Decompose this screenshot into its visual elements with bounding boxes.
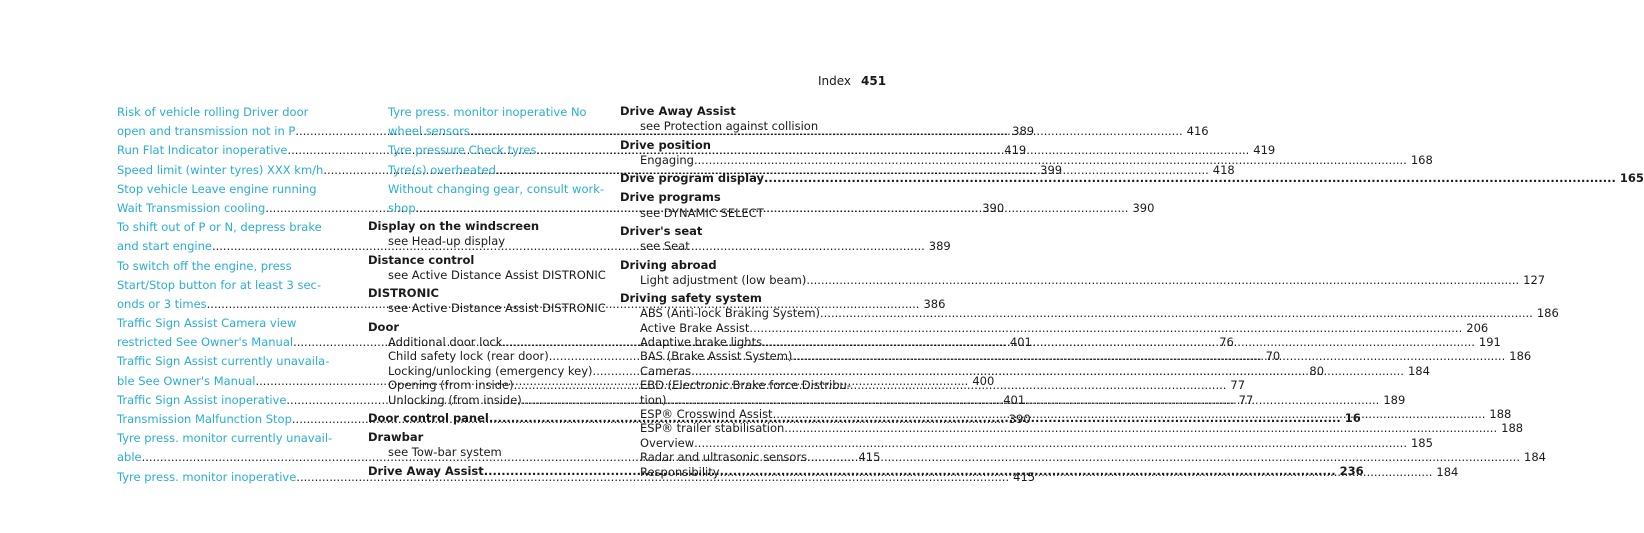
index-entry xyxy=(117,276,349,295)
page-ref: 127 xyxy=(1523,272,1546,287)
page-ref: 16 xyxy=(1344,411,1361,425)
dot-leader xyxy=(792,349,1505,363)
dot-leader xyxy=(807,450,1520,464)
page-ref: 189 xyxy=(1383,392,1406,407)
dot-leader xyxy=(667,393,1380,407)
entry-text: Light adjustment (low beam) xyxy=(640,272,807,287)
entry-text[interactable]: ble See Owner's Manual xyxy=(117,373,256,388)
index-heading xyxy=(620,103,878,119)
entry-text: Drive Away Assist xyxy=(368,463,484,478)
entry-text: Drive position xyxy=(620,137,711,152)
index-entry xyxy=(117,429,349,448)
entry-text: Radar and ultrasonic sensors xyxy=(640,450,808,465)
entry-text[interactable]: Tyre(s) overheated xyxy=(388,162,496,177)
entry-text[interactable]: To switch off the engine, press xyxy=(117,258,292,273)
page-ref: 401 xyxy=(1009,335,1032,350)
entry-text: ABS (Anti-lock Braking System) xyxy=(640,306,821,321)
index-heading xyxy=(368,218,620,234)
index-subentry xyxy=(620,239,878,253)
entry-text[interactable]: Transmission Malfunction Stop xyxy=(117,412,292,426)
entry-text[interactable]: wheel sensors xyxy=(388,124,470,139)
entry-text[interactable]: Stop vehicle Leave engine running xyxy=(117,181,317,196)
index-heading xyxy=(368,252,620,268)
index-entry xyxy=(117,103,349,122)
page-ref: 236 xyxy=(1339,463,1364,478)
page-ref: 389 xyxy=(1012,124,1035,139)
index-subentry xyxy=(620,450,1546,465)
page-ref: 386 xyxy=(923,296,946,311)
entry-text[interactable]: To shift out of P or N, depress brake xyxy=(117,220,322,235)
index-heading xyxy=(368,319,620,335)
page-ref: 184 xyxy=(1524,450,1546,465)
page-ref: 400 xyxy=(972,373,995,388)
entry-text: Drive program display xyxy=(620,171,765,186)
header-label: Index xyxy=(818,74,852,88)
entry-text[interactable]: Tyre press. monitor currently unavail- xyxy=(117,431,333,446)
entry-text: Child safety lock (rear door) xyxy=(388,349,549,364)
index-subentry xyxy=(620,272,1546,287)
entry-text[interactable]: Start/Stop button for at least 3 sec- xyxy=(117,277,322,292)
dot-leader xyxy=(820,306,1533,320)
index-heading xyxy=(368,429,620,445)
page-ref: 401 xyxy=(1003,392,1026,407)
page-ref: 188 xyxy=(1501,421,1524,436)
entry-text: see Active Distance Assist DISTRONIC xyxy=(388,301,606,316)
entry-text: Door control panel xyxy=(368,411,489,425)
page-ref: 80 xyxy=(1309,363,1325,378)
index-subentry xyxy=(368,234,620,248)
page-ref: 168 xyxy=(1410,152,1433,167)
index-subentry xyxy=(368,445,620,459)
entry-text: Active Brake Assist xyxy=(640,320,750,335)
index-heading xyxy=(620,170,1644,186)
page-ref: 77 xyxy=(1238,392,1254,407)
dot-leader xyxy=(694,436,1407,450)
entry-text[interactable]: Tyre pressure Check tyres xyxy=(388,143,537,158)
index-heading xyxy=(368,285,620,301)
entry-text: Locking/unlocking (emergency key) xyxy=(388,363,593,378)
entry-text: see Seat xyxy=(640,239,690,254)
page-ref: 206 xyxy=(1466,320,1489,335)
index-entry xyxy=(368,103,620,122)
entry-text: Cameras xyxy=(640,363,692,378)
entry-text: see Active Distance Assist DISTRONIC xyxy=(388,267,606,282)
page-ref: 390 xyxy=(1008,412,1031,426)
page-ref: 188 xyxy=(1489,407,1512,421)
dot-leader xyxy=(691,364,1404,378)
page-ref: 415 xyxy=(858,450,881,465)
page-ref: 185 xyxy=(1410,435,1433,450)
index-heading xyxy=(620,290,878,306)
entry-text: Display on the windscreen xyxy=(368,219,540,234)
entry-text: Engaging xyxy=(640,152,694,167)
entry-text[interactable]: Risk of vehicle rolling Driver door xyxy=(117,105,309,119)
entry-text: see Head-up display xyxy=(388,234,506,249)
index-heading xyxy=(620,257,878,273)
index-subentry xyxy=(620,320,1489,335)
dot-leader xyxy=(764,170,1616,186)
index-entry xyxy=(117,314,349,333)
entry-text[interactable]: able xyxy=(117,450,142,465)
page-ref: 165 xyxy=(1619,171,1644,186)
dot-leader xyxy=(749,321,1462,335)
entry-text[interactable]: Tyre press. monitor inoperative No xyxy=(388,105,587,119)
entry-text[interactable]: Traffic Sign Assist inoperative xyxy=(117,392,287,407)
page-ref: 390 xyxy=(1132,200,1155,215)
entry-text: Opening (from inside) xyxy=(388,378,514,393)
entry-text[interactable]: Wait Transmission cooling xyxy=(117,200,266,215)
entry-text[interactable]: restricted See Owner's Manual xyxy=(117,335,294,350)
page-ref: 191 xyxy=(1478,335,1501,350)
index-entry xyxy=(117,218,349,237)
entry-text: Additional door lock xyxy=(388,335,503,350)
dot-leader xyxy=(762,335,1475,349)
entry-text: Unlocking (from inside) xyxy=(388,392,522,407)
entry-text: Distance control xyxy=(368,252,475,267)
entry-text[interactable]: open and transmission not in P xyxy=(117,124,296,139)
index-heading xyxy=(620,137,878,153)
page-ref: 186 xyxy=(1509,349,1532,364)
index-subentry xyxy=(620,206,878,220)
entry-text: Drive Away Assist xyxy=(620,104,736,118)
entry-text: tion) xyxy=(640,392,667,407)
entry-text: Drawbar xyxy=(368,430,424,445)
page-ref: 416 xyxy=(1186,124,1209,139)
entry-text: see Tow-bar system xyxy=(388,445,502,460)
entry-text[interactable]: onds or 3 times xyxy=(117,296,207,311)
index-entry xyxy=(117,257,349,276)
page-ref: 418 xyxy=(1212,162,1235,177)
entry-text: Door xyxy=(368,319,400,334)
dot-leader xyxy=(773,407,1486,421)
entry-text: Driving safety system xyxy=(620,291,762,306)
page-ref: 419 xyxy=(1004,143,1027,158)
index-subentry xyxy=(368,301,620,315)
page-ref: 389 xyxy=(928,239,951,254)
page-ref: 399 xyxy=(1040,162,1063,177)
entry-text[interactable]: Tyre press. monitor inoperative xyxy=(117,469,297,484)
page-ref: 390 xyxy=(982,200,1005,215)
index-entry xyxy=(368,180,620,199)
index-heading xyxy=(620,223,878,239)
page-number: 451 xyxy=(861,74,887,88)
entry-text[interactable]: shop xyxy=(388,200,416,215)
entry-text: see Protection against collision xyxy=(640,119,819,134)
entry-text[interactable]: Traffic Sign Assist Camera view xyxy=(117,316,297,331)
page-header xyxy=(818,74,886,88)
entry-text: EBD (Electronic Brake force Distribu- xyxy=(640,378,851,393)
entry-text: Driver's seat xyxy=(620,223,703,238)
entry-text: DISTRONIC xyxy=(368,286,439,301)
dot-leader xyxy=(806,273,1519,287)
page-ref: 77 xyxy=(1230,378,1246,393)
index-subentry xyxy=(620,421,1524,436)
index-subentry xyxy=(620,119,878,133)
entry-text: Driving abroad xyxy=(620,257,717,272)
index-subentry xyxy=(368,268,620,282)
page-ref: 184 xyxy=(1436,464,1459,479)
entry-text: see DYNAMIC SELECT xyxy=(640,205,764,220)
index-subentry xyxy=(620,378,878,392)
entry-text[interactable]: Without changing gear, consult work- xyxy=(388,181,605,196)
index-heading xyxy=(620,189,878,205)
entry-text[interactable]: Speed limit (winter tyres) XXX km/h xyxy=(117,162,324,177)
page-ref: 419 xyxy=(1253,143,1276,158)
entry-text[interactable]: Run Flat Indicator inoperative xyxy=(117,143,288,158)
dot-leader xyxy=(694,153,1407,167)
page-ref: 186 xyxy=(1536,306,1559,321)
index-entry xyxy=(117,180,349,199)
entry-text: ESP® Crosswind Assist xyxy=(640,407,773,421)
index-subentry xyxy=(620,435,1433,450)
entry-text: Responsibility xyxy=(640,464,720,479)
entry-text: Adaptive brake lights xyxy=(640,335,763,350)
spacer xyxy=(620,479,878,482)
page-ref: 415 xyxy=(1013,469,1036,484)
page-ref: 76 xyxy=(1219,335,1234,350)
entry-text[interactable]: and start engine xyxy=(117,239,212,254)
page-ref: 184 xyxy=(1407,363,1430,378)
page-ref: 70 xyxy=(1265,349,1281,364)
entry-text: Drive programs xyxy=(620,190,721,205)
entry-text[interactable]: Traffic Sign Assist currently unavaila- xyxy=(117,354,330,369)
index-entry xyxy=(117,352,349,371)
spacer xyxy=(368,479,620,482)
entry-text: ESP® trailer stabilisation xyxy=(640,421,785,436)
index-subentry xyxy=(620,306,1559,321)
dot-leader xyxy=(784,421,1497,435)
dot-leader xyxy=(720,465,1433,479)
index-subentry xyxy=(620,152,1433,167)
entry-text: BAS (Brake Assist System) xyxy=(640,349,793,364)
entry-text: Overview xyxy=(640,435,695,450)
